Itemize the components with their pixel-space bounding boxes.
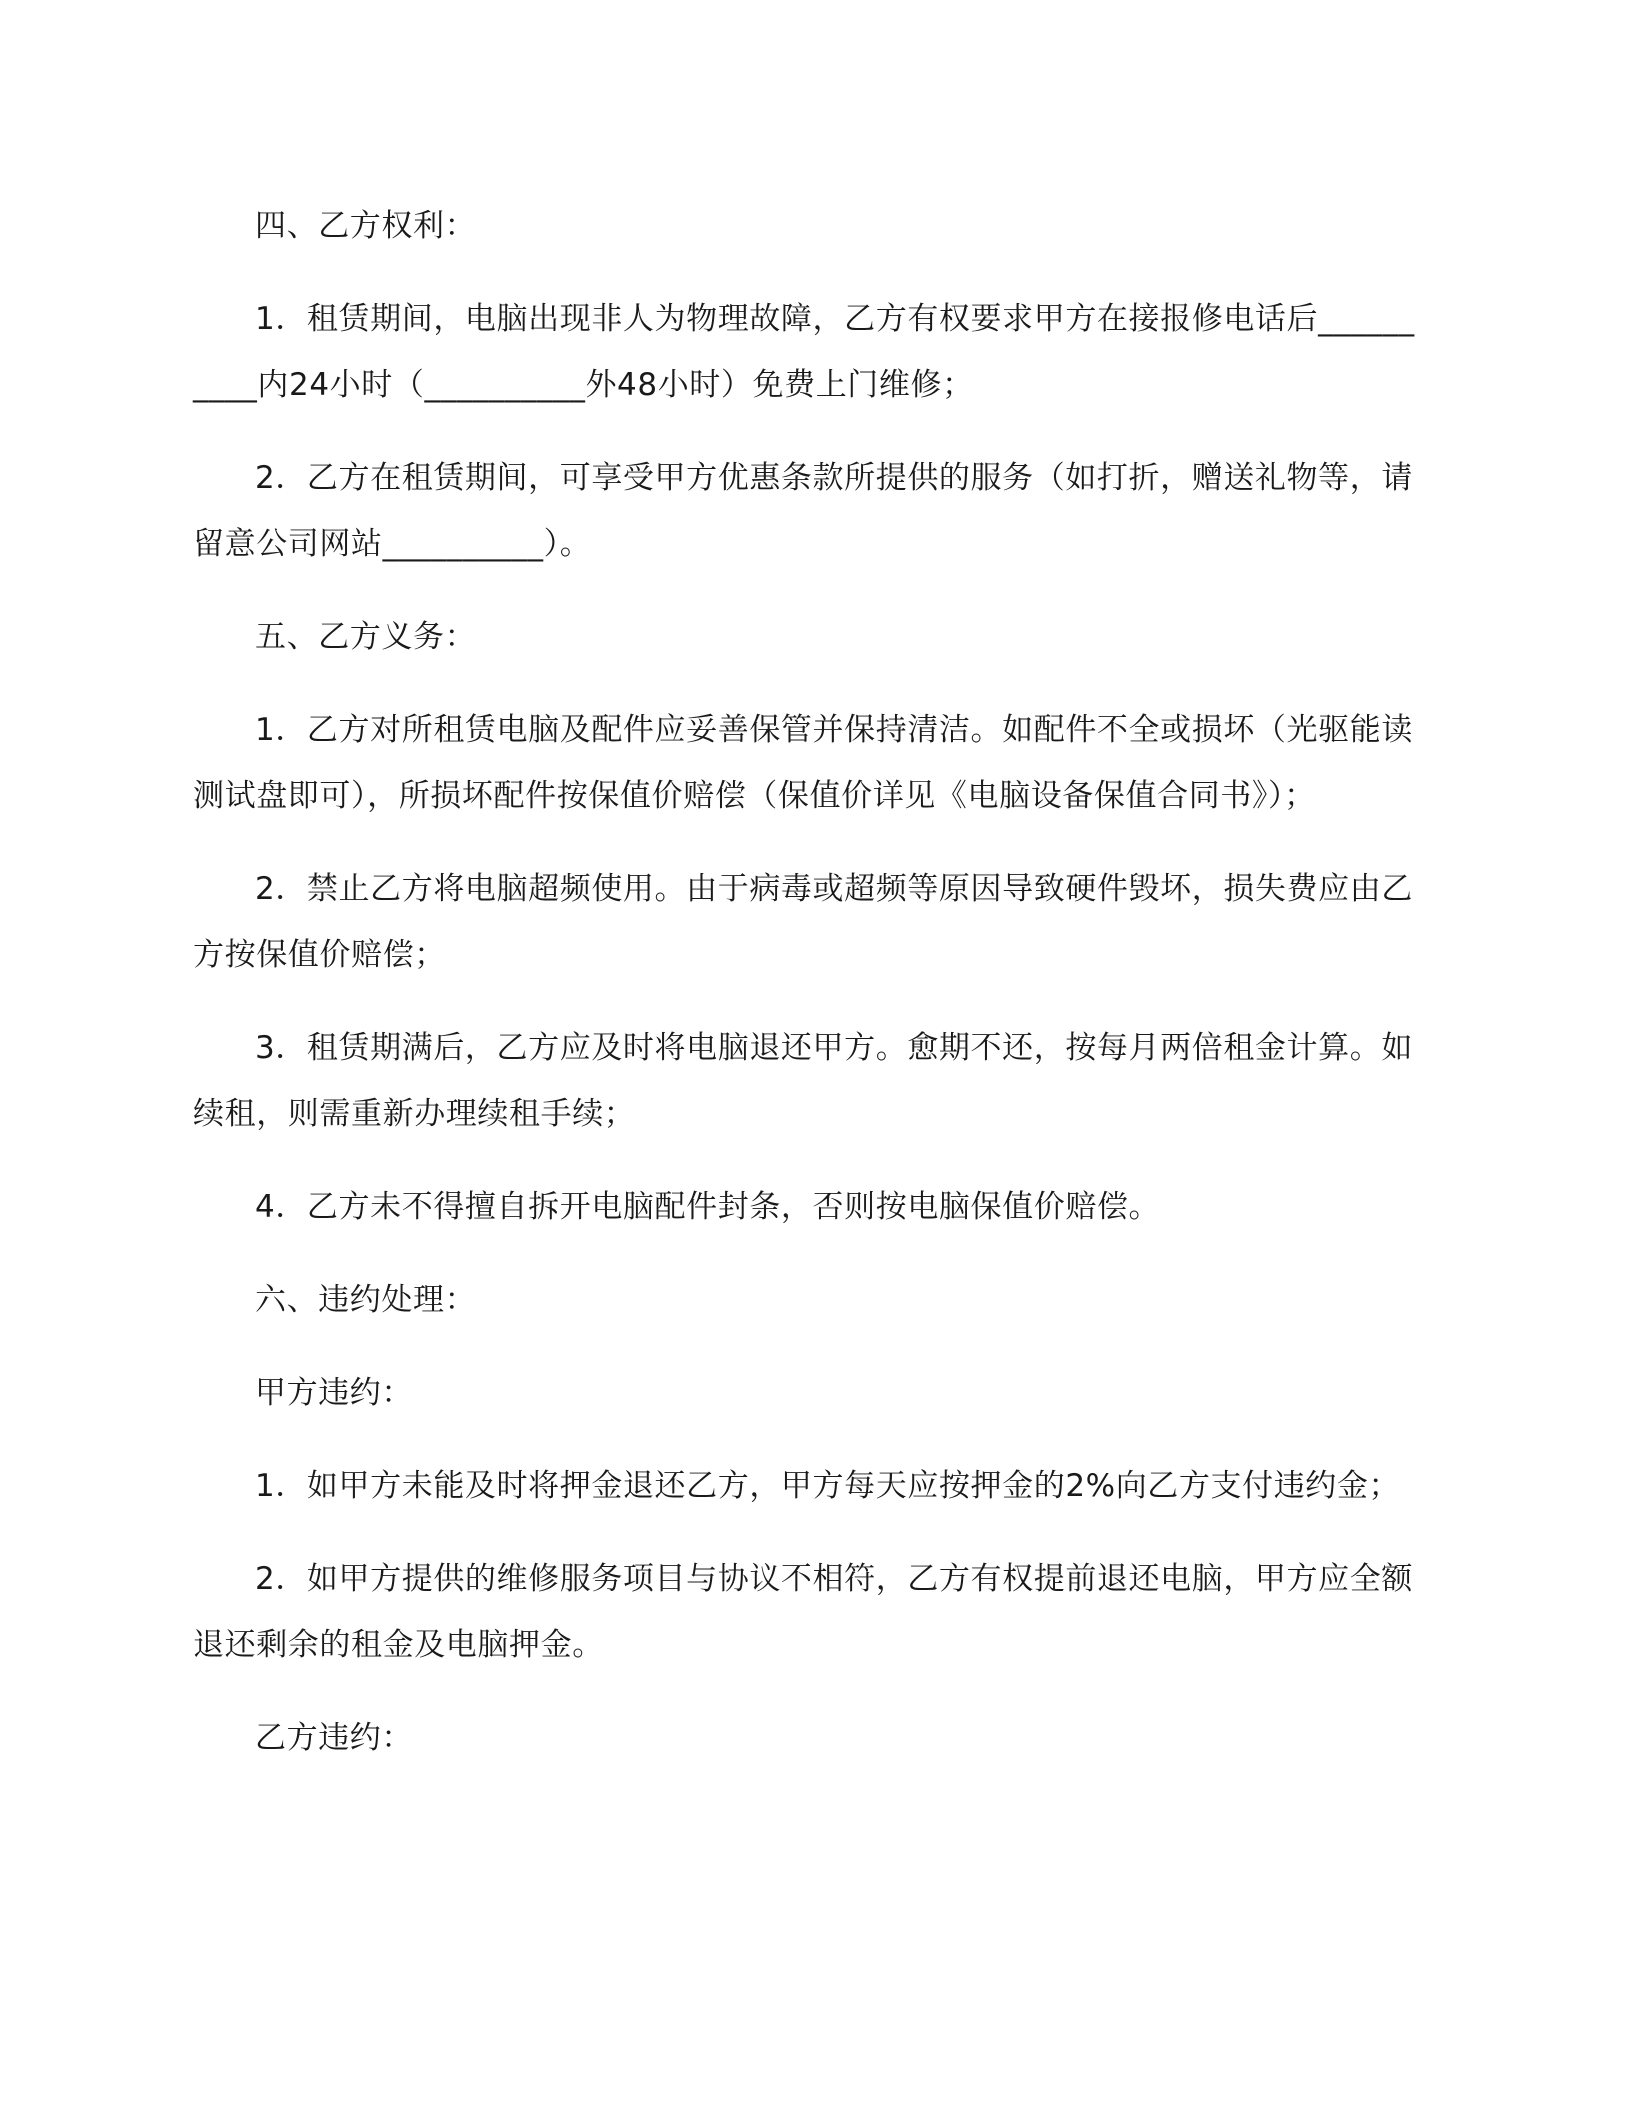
section-5-heading: 五、乙方义务： bbox=[255, 619, 477, 655]
section-5-item-1: 1．乙方对所租赁电脑及配件应妥善保管并保持清洁。如配件不全或损坏（光驱能读测试盘即可），所损坏配件按保值价赔偿（保值价详见《电脑设备保值合同书》）； bbox=[193, 712, 1413, 814]
section-5-item-3: 3．租赁期满后，乙方应及时将电脑退还甲方。愈期不还，按每月两倍租金计算。如续租，则需重新办理续租手续； bbox=[193, 1030, 1413, 1132]
section-4-heading: 四、乙方权利： bbox=[255, 208, 477, 244]
section-4-item-1: 1．租赁期间，电脑出现非人为物理故障，乙方有权要求甲方在接报修电话后__________内24小时（__________外48小时）免费上门维修； bbox=[193, 301, 1415, 403]
section-5-item-2: 2．禁止乙方将电脑超频使用。由于病毒或超频等原因导致硬件毁坏，损失费应由乙方按保值价赔偿； bbox=[193, 871, 1413, 973]
party-b-breach-heading: 乙方违约： bbox=[255, 1720, 413, 1756]
party-a-breach-item-1: 1．如甲方未能及时将押金退还乙方，甲方每天应按押金的2%向乙方支付违约金； bbox=[255, 1468, 1401, 1504]
party-a-breach-item-2: 2．如甲方提供的维修服务项目与协议不相符，乙方有权提前退还电脑，甲方应全额退还剩余的租金及电脑押金。 bbox=[193, 1561, 1413, 1663]
section-4-item-2: 2．乙方在租赁期间，可享受甲方优惠条款所提供的服务（如打折，赠送礼物等，请留意公司网站__________）。 bbox=[193, 460, 1413, 562]
section-6-heading: 六、违约处理： bbox=[255, 1282, 477, 1318]
section-5-item-4: 4．乙方未不得擅自拆开电脑配件封条，否则按电脑保值价赔偿。 bbox=[255, 1189, 1161, 1225]
party-a-breach-heading: 甲方违约： bbox=[255, 1375, 413, 1411]
document-body bbox=[193, 193, 1415, 1798]
